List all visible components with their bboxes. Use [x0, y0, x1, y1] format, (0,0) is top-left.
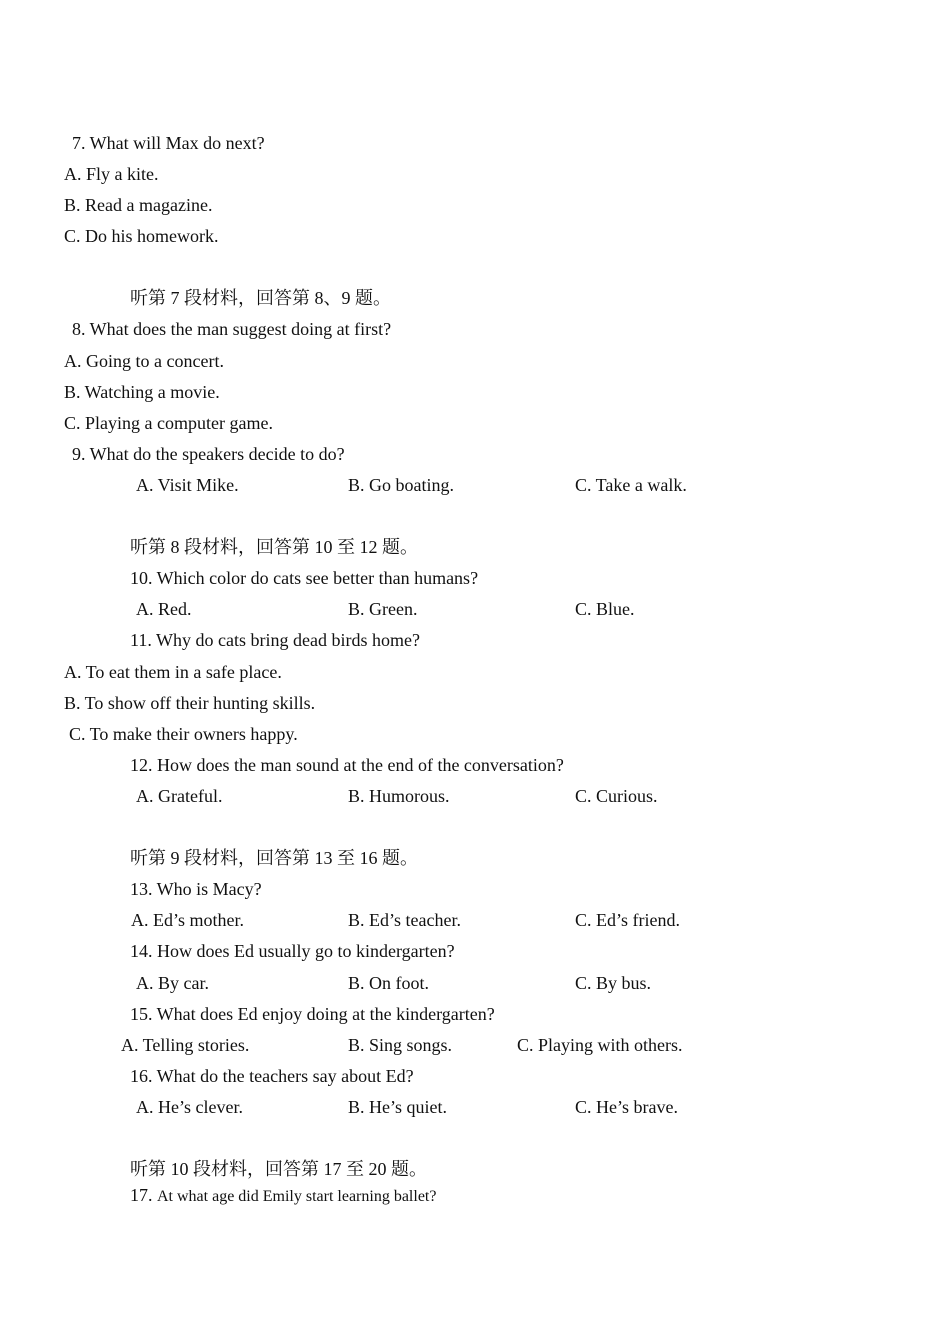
option-13a: A. Ed’s mother. — [131, 910, 244, 930]
option-8c: C. Playing a computer game. — [64, 413, 273, 433]
question-13: 13. Who is Macy? — [130, 879, 262, 899]
section-heading-10: 听第 10 段材料，回答第 17 至 20 题。 — [130, 1159, 427, 1179]
option-9a: A. Visit Mike. — [136, 475, 239, 495]
section-heading-9: 听第 9 段材料，回答第 13 至 16 题。 — [130, 848, 418, 868]
option-13c: C. Ed’s friend. — [575, 910, 680, 930]
option-11c: C. To make their owners happy. — [69, 724, 298, 744]
option-14b: B. On foot. — [348, 973, 429, 993]
option-11a: A. To eat them in a safe place. — [64, 662, 282, 682]
option-13b: B. Ed’s teacher. — [348, 910, 461, 930]
question-17-number: 17. — [130, 1185, 153, 1205]
section-heading-7: 听第 7 段材料，回答第 8、9 题。 — [130, 288, 391, 308]
option-15b: B. Sing songs. — [348, 1035, 453, 1055]
option-14c: C. By bus. — [575, 973, 652, 993]
option-15c: C. Playing with others. — [517, 1035, 683, 1055]
option-16a: A. He’s clever. — [136, 1097, 243, 1117]
option-8a: A. Going to a concert. — [64, 351, 224, 371]
option-12c: C. Curious. — [575, 786, 658, 806]
option-9b: B. Go boating. — [348, 475, 454, 495]
option-7c: C. Do his homework. — [64, 226, 219, 246]
option-10b: B. Green. — [348, 599, 418, 619]
question-16: 16. What do the teachers say about Ed? — [130, 1066, 414, 1086]
question-11: 11. Why do cats bring dead birds home? — [130, 630, 420, 650]
option-10c: C. Blue. — [575, 599, 635, 619]
question-12: 12. How does the man sound at the end of the conversation? — [130, 755, 564, 775]
option-16c: C. He’s brave. — [575, 1097, 678, 1117]
option-9c: C. Take a walk. — [575, 475, 687, 495]
option-15a: A. Telling stories. — [121, 1035, 250, 1055]
question-8: 8. What does the man suggest doing at first? — [72, 319, 392, 339]
question-17 — [130, 1184, 436, 1208]
question-7: 7. What will Max do next? — [72, 133, 265, 153]
option-11b: B. To show off their hunting skills. — [64, 693, 316, 713]
question-17-text: At what age did Emily start learning ballet? — [157, 1188, 437, 1205]
option-16b: B. He’s quiet. — [348, 1097, 447, 1117]
option-12b: B. Humorous. — [348, 786, 450, 806]
question-9: 9. What do the speakers decide to do? — [72, 444, 345, 464]
option-12a: A. Grateful. — [136, 786, 223, 806]
question-15: 15. What does Ed enjoy doing at the kindergarten? — [130, 1004, 495, 1024]
section-heading-8: 听第 8 段材料，回答第 10 至 12 题。 — [130, 537, 418, 557]
option-8b: B. Watching a movie. — [64, 382, 220, 402]
option-14a: A. By car. — [136, 973, 209, 993]
question-14: 14. How does Ed usually go to kindergarten? — [130, 941, 455, 961]
option-7b: B. Read a magazine. — [64, 195, 213, 215]
question-10: 10. Which color do cats see better than humans? — [130, 568, 479, 588]
option-10a: A. Red. — [136, 599, 192, 619]
option-7a: A. Fly a kite. — [64, 164, 159, 184]
